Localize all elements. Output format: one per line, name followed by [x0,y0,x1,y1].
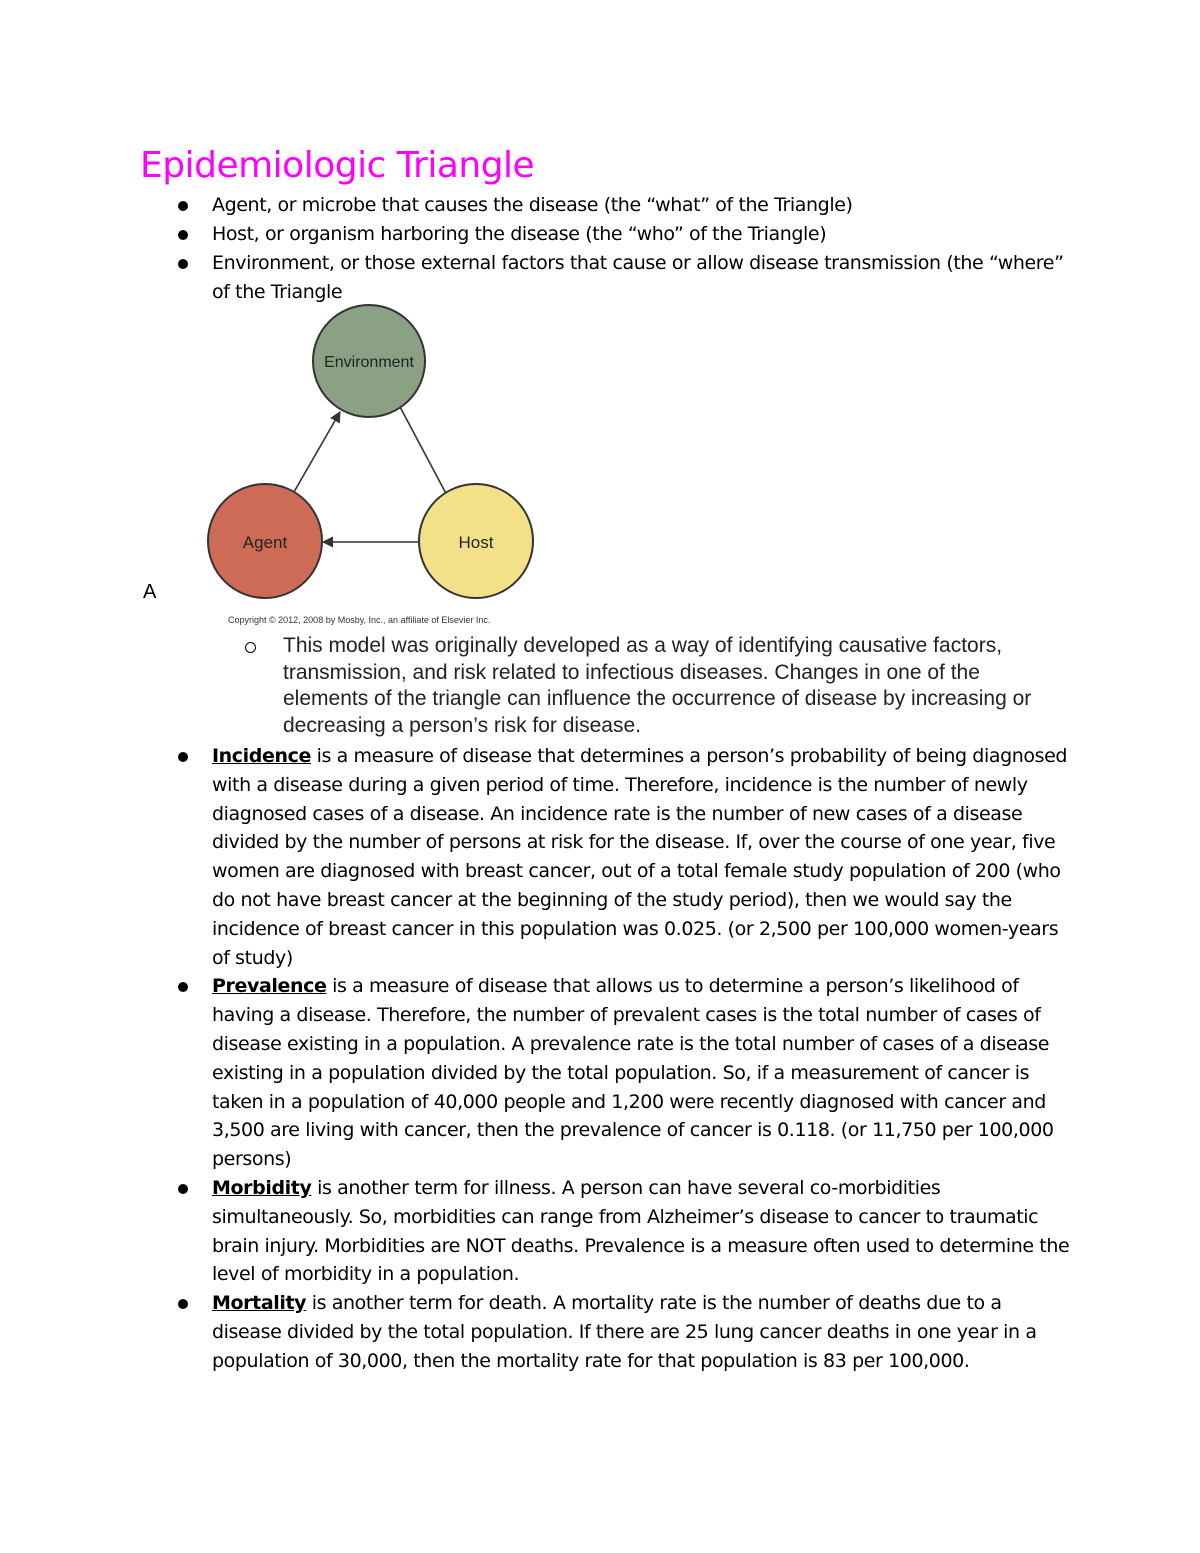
environment-label: Environment [324,354,414,371]
list-item [172,191,1072,220]
bullet-icon [178,752,188,762]
definition-incidence [172,742,1072,972]
agent-label: Agent [242,533,288,552]
epidemiologic-triangle-diagram [140,300,560,635]
definition-term: Mortality [212,1292,307,1315]
bullet-text: Agent, or microbe that causes the disease (the “what” of the Triangle) [212,194,853,216]
hollow-circle-bullet-icon [245,642,256,653]
definition-text: is another term for illness. A person can have several co-morbidities simultaneously. So, morbidities can range from Alzheimer’s disease to cancer to traumatic brain injury. Morbidities are NOT deaths. Prevalence is a measure often used to determine the level of morbidity in a population. [212,1176,1070,1286]
list-item [172,220,1072,249]
bullet-text: Environment, or those external factors that cause or allow disease transmission (the “where” of the Triangle [212,252,1064,303]
list-item [172,249,1072,307]
copyright-caption: Copyright © 2012, 2008 by Mosby, Inc., an affiliate of Elsevier Inc. [228,615,491,625]
bullet-icon [178,259,188,269]
model-note [245,633,1055,739]
definition-term: Prevalence [212,975,327,998]
bullet-text: Host, or organism harboring the disease (the “who” of the Triangle) [212,223,827,245]
bullet-icon [178,201,188,211]
definition-term: Morbidity [212,1176,312,1199]
definition-morbidity [172,1174,1072,1289]
definition-text: is a measure of disease that determines a person’s probability of being diagnosed with a disease during a given period of time. Therefore, incidence is the number of newly diagnosed cases of a disease. An incidence rate is the number of new cases of a disease divided by the number of persons at risk for the disease. If, over the course of one year, five women are diagnosed with breast cancer, out of a total female study population of 200 (who do not have breast cancer at the beginning of the study period), then we would say the incidence of breast cancer in this population was 0.025. (or 2,500 per 100,000 women-years of study) [212,745,1068,969]
triangle-svg [140,300,560,635]
model-note-text: This model was originally developed as a way of identifying causative factors, transmission, and risk related to infectious diseases. Changes in one of the elements of the triangle can influence the occurrence of disease by increasing or decreasing a person’s risk for disease. [283,634,1032,737]
bullet-icon [178,982,188,992]
triangle-bullet-list [172,191,1072,307]
definition-text: is another term for death. A mortality rate is the number of deaths due to a disease divided by the total population. If there are 25 lung cancer deaths in one year in a population of 30,000, then the mortality rate for that population is 83 per 100,000. [212,1292,1037,1372]
bullet-icon [178,1299,188,1309]
page-title: Epidemiologic Triangle [140,145,535,186]
bullet-icon [178,230,188,240]
definition-text: is a measure of disease that allows us to determine a person’s likelihood of having a disease. Therefore, the number of prevalent cases is the total number of cases of disease existing in a population. A prevalence rate is the total number of cases of a disease existing in a population divided by the total population. So, if a measurement of cancer is taken in a population of 40,000 people and 1,200 were recently diagnosed with cancer and 3,500 are living with cancer, then the prevalence of cancer is 0.118. (or 11,750 per 100,000 persons) [212,975,1054,1171]
definition-term: Incidence [212,745,311,767]
host-label: Host [458,533,494,552]
figure-letter: A [143,581,157,603]
definitions-list [172,742,1072,1376]
definition-mortality [172,1289,1072,1375]
bullet-icon [178,1184,188,1194]
definition-prevalence [172,972,1072,1174]
